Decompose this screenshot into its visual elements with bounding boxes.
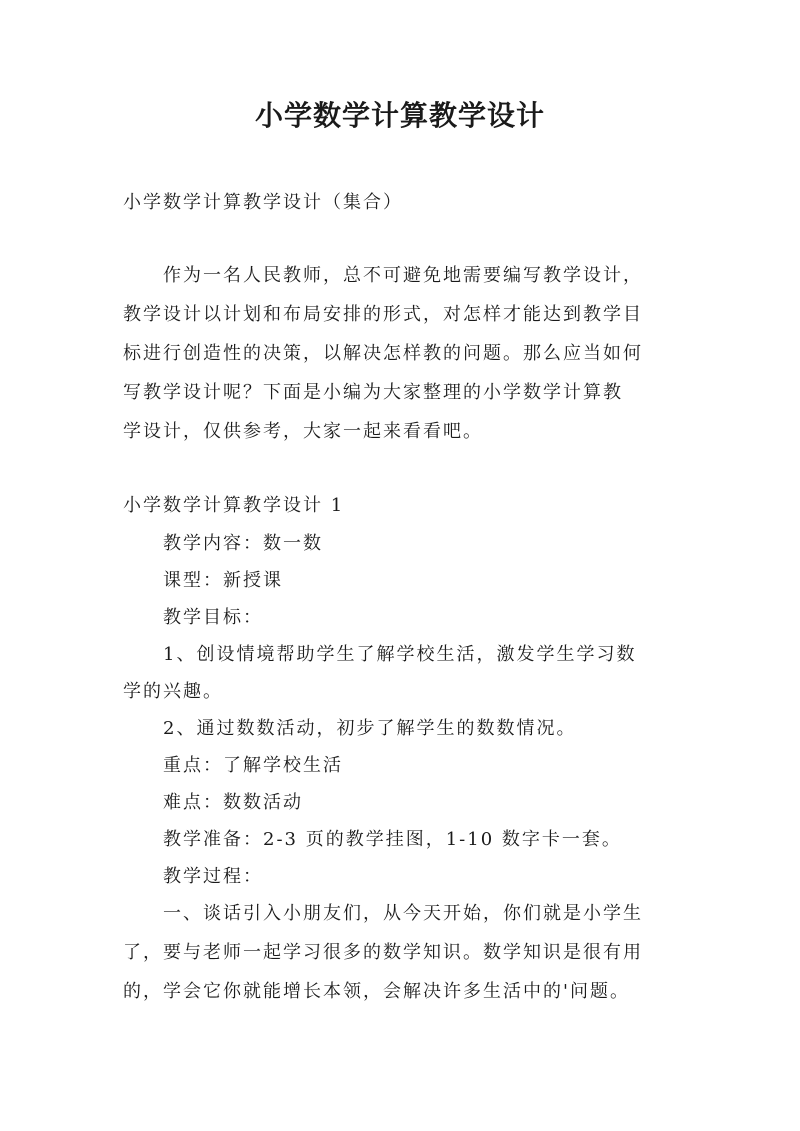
intro-line: 作为一名人民教师，总不可避免地需要编写教学设计，: [163, 265, 643, 286]
body-line: 1、创设情境帮助学生了解学校生活，激发学生学习数: [163, 644, 637, 665]
body-line: 了，要与老师一起学习很多的数学知识。数学知识是很有用: [123, 942, 643, 963]
body-line: 教学内容：数一数: [163, 533, 323, 554]
body-line: 教学准备：2-3 页的教学挂图，1-10 数字卡一套。: [163, 829, 622, 850]
document-title: 小学数学计算教学设计: [254, 99, 545, 132]
body-line: 的，学会它你就能增长本领，会解决许多生活中的'问题。: [123, 981, 630, 1002]
body-line: 课型：新授课: [163, 570, 283, 591]
intro-line: 学设计，仅供参考，大家一起来看看吧。: [123, 421, 483, 442]
intro-line: 写教学设计呢？下面是小编为大家整理的小学数学计算教: [123, 382, 623, 403]
body-line: 重点：了解学校生活: [163, 755, 343, 776]
intro-line: 标进行创造性的决策，以解决怎样教的问题。那么应当如何: [123, 343, 643, 364]
body-line: 学的兴趣。: [123, 681, 223, 702]
intro-line: 教学设计以计划和布局安排的形式，对怎样才能达到教学目: [123, 304, 643, 325]
body-line: 难点：数数活动: [163, 792, 303, 813]
section-heading: 小学数学计算教学设计 1: [123, 495, 345, 516]
body-line: 教学过程：: [163, 866, 263, 887]
body-line: 2、通过数数活动，初步了解学生的数数情况。: [163, 718, 577, 739]
body-line: 一、谈话引入小朋友们，从今天开始，你们就是小学生: [163, 903, 643, 924]
document-subtitle: 小学数学计算教学设计（集合）: [123, 192, 403, 213]
body-line: 教学目标：: [163, 607, 263, 628]
